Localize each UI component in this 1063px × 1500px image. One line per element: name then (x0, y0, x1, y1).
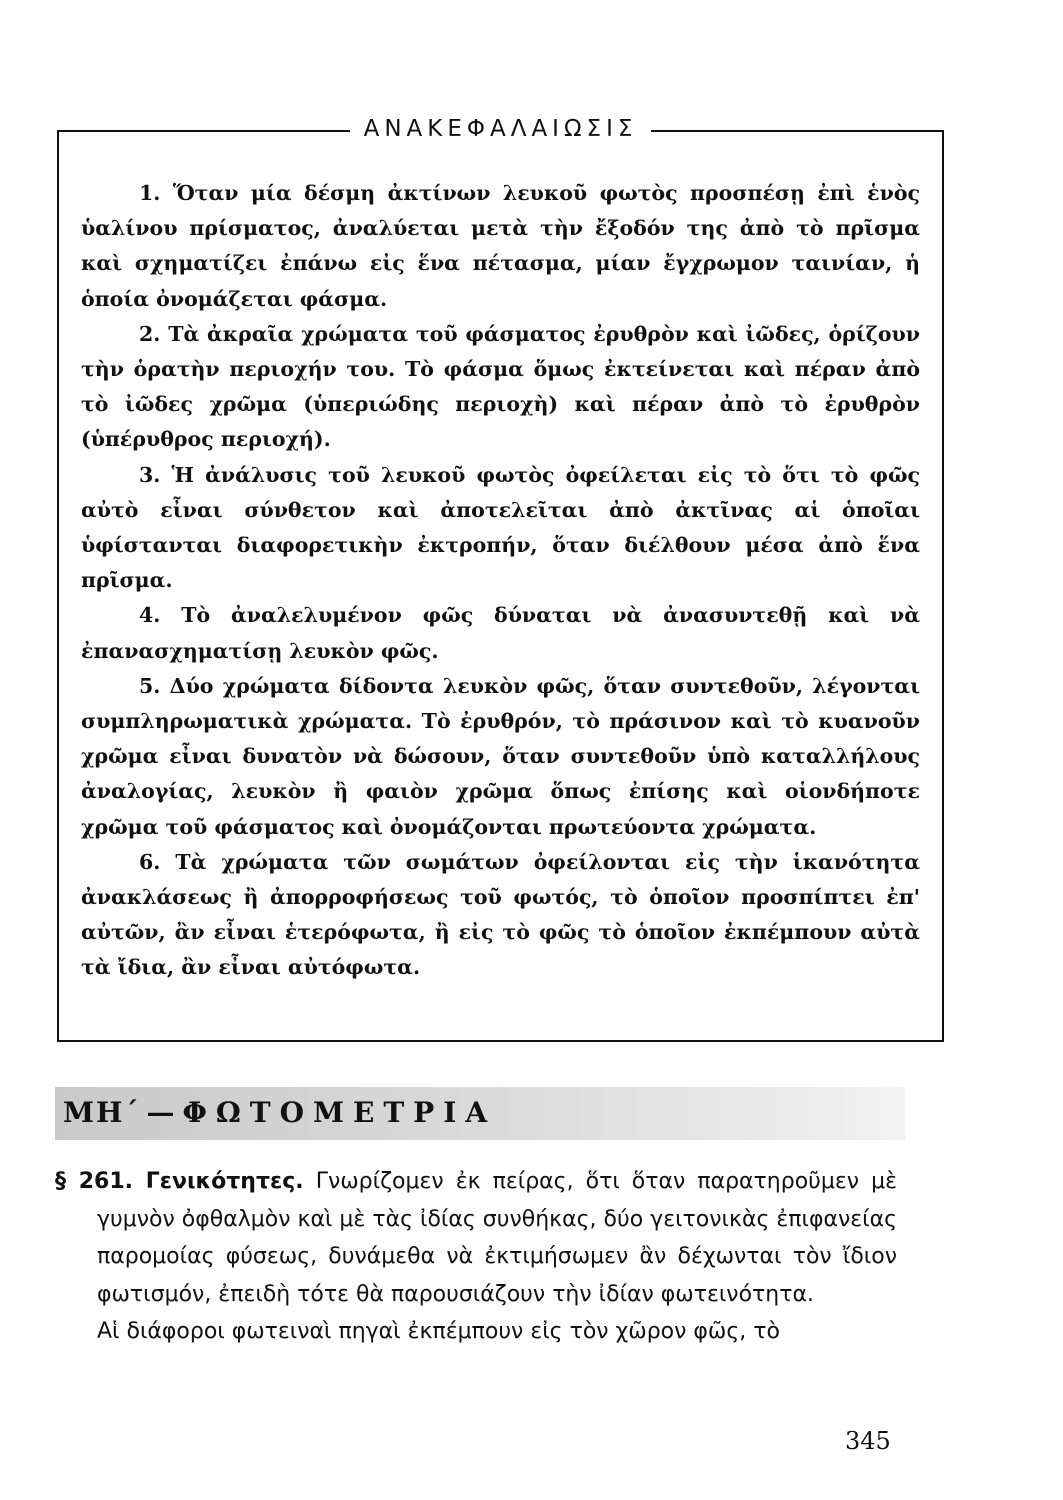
summary-list (81, 176, 920, 986)
page-number: 345 (845, 1427, 891, 1455)
summary-item: 6. Τὰ χρώματα τῶν σωμάτων ὀφείλονται εἰς τὴν ἱκανότητα ἀνακλάσεως ἢ ἀπορροφήσεως τοῦ φωτός, τὸ ὁποῖον προσπίπτει ἐπ' αὐτῶν, ἂν εἶναι ἑτερόφωτα, ἢ εἰς τὸ φῶς τὸ ὁποῖον ἐκπέμπουν αὐτὰ τὰ ἴδια, ἂν εἶναι αὐτόφωτα. (81, 849, 920, 980)
section-title: ΦΩΤΟΜΕΤΡΙΑ (182, 1096, 497, 1129)
section-heading (63, 1096, 496, 1129)
summary-title: ΑΝΑΚΕΦΑΛΑΙΩΣΙΣ (350, 116, 652, 142)
summary-item: 2. Τὰ ἀκραῖα χρώματα τοῦ φάσματος ἐρυθρὸν καὶ ἰῶδες, ὁρίζουν τὴν ὁρατὴν περιοχήν του. Τὸ φάσμα ὅμως ἐκτείνεται καὶ πέραν ἀπὸ τὸ ἰῶδες χρῶμα (ὑπεριώδης περιοχὴ) καὶ πέραν ἀπὸ τὸ ἐρυθρὸν (ὑπέρυθρος περιοχή). (81, 321, 920, 452)
paragraph-heading: § 261. Γενικότητες. (55, 1169, 304, 1194)
section-number: ΜΗ΄ (63, 1096, 141, 1129)
paragraph-text: Γνωρίζομεν ἐκ πείρας, ὅτι ὅταν παρατηροῦμεν μὲ γυμνὸν ὀφθαλμὸν καὶ μὲ τὰς ἰδίας συνθήκας, δύο γειτονικὰς ἐπιφανείας παρομοίας φύσεως, δυνάμεθα νὰ ἐκτιμήσωμεν ἂν δέχωνται τὸν ἴδιον φωτισμόν, ἐπειδὴ τότε θὰ παρουσιάζουν τὴν ἰδίαν φωτεινότητα. (97, 1169, 897, 1307)
summary-title-wrap (59, 116, 942, 142)
section-heading-bar (55, 1087, 905, 1140)
body-paragraph-1 (55, 1163, 897, 1313)
summary-item: 3. Ἡ ἀνάλυσις τοῦ λευκοῦ φωτὸς ὀφείλεται εἰς τὸ ὅτι τὸ φῶς αὐτὸ εἶναι σύνθετον καὶ ἀποτελεῖται ἀπὸ ἀκτῖνας αἱ ὁποῖαι ὑφίστανται διαφορετικὴν ἐκτροπήν, ὅταν διέλθουν μέσα ἀπὸ ἕνα πρῖσμα. (81, 462, 920, 593)
summary-box (57, 116, 944, 1042)
summary-item: 1. Ὅταν μία δέσμη ἀκτίνων λευκοῦ φωτὸς προσπέσῃ ἐπὶ ἑνὸς ὑαλίνου πρίσματος, ἀναλύεται μετὰ τὴν ἔξοδόν της ἀπὸ τὸ πρῖσμα καὶ σχηματίζει ἐπάνω εἰς ἕνα πέτασμα, μίαν ἔγχρωμον ταινίαν, ἡ ὁποία ὀνομάζεται φάσμα. (81, 181, 920, 311)
summary-item: 4. Τὸ ἀναλελυμένον φῶς δύναται νὰ ἀνασυντεθῇ καὶ νὰ ἐπανασχηματίσῃ λευκὸν φῶς. (81, 603, 920, 663)
paragraph-text: Αἱ διάφοροι φωτειναὶ πηγαὶ ἐκπέμπουν εἰς τὸν χῶρον φῶς, τὸ (97, 1319, 780, 1344)
body-text (55, 1163, 897, 1351)
body-paragraph-2 (97, 1313, 897, 1351)
section-dash: — (146, 1096, 177, 1129)
summary-item: 5. Δύο χρώματα δίδοντα λευκὸν φῶς, ὅταν συντεθοῦν, λέγονται συμπληρωματικὰ χρώματα. Τὸ ἐρυθρόν, τὸ πράσινον καὶ τὸ κυανοῦν χρῶμα εἶναι δυνατὸν νὰ δώσουν, ὅταν συντεθοῦν ὑπὸ καταλλήλους ἀναλογίας, λευκὸν ἢ φαιὸν χρῶμα ὅπως ἐπίσης καὶ οἱονδήποτε χρῶμα τοῦ φάσματος καὶ ὀνομάζονται πρωτεύοντα χρώματα. (81, 673, 920, 839)
